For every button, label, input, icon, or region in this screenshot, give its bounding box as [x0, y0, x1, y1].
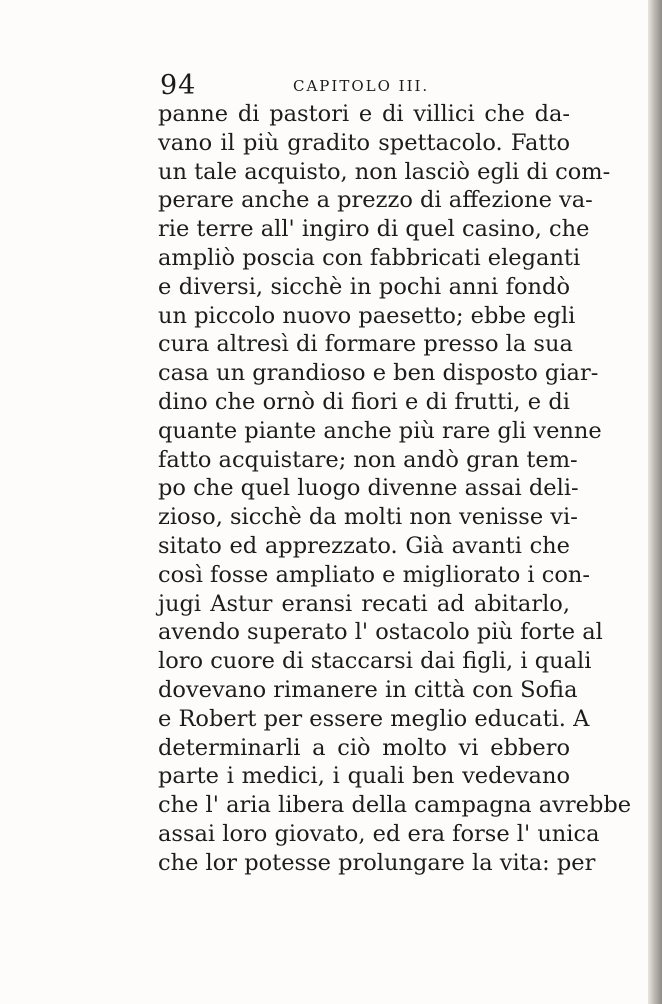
text-line: che lor potesse prolungare la vita: per: [158, 849, 596, 876]
text-line: cura altresì di formare presso la sua: [158, 331, 573, 358]
text-line: jugi Astur eransi recati ad abitarlo,: [158, 590, 570, 617]
text-line: dino che ornò di fiori e di frutti, e di: [158, 388, 570, 415]
text-line: panne di pastori e di villici che da-: [158, 101, 570, 127]
text-line: dovevano rimanere in città con Sofia: [158, 676, 578, 703]
text-line: po che quel luogo divenne assai deli-: [158, 475, 579, 502]
text-line: così fosse ampliato e migliorato i con-: [158, 561, 591, 588]
text-line: quante piante anche più rare gli venne: [158, 417, 602, 444]
text-line: e Robert per essere meglio educati. A: [158, 705, 590, 732]
text-line: determinarli a ciò molto vi ebbero: [158, 734, 570, 761]
text-line: un piccolo nuovo paesetto; ebbe egli: [158, 302, 576, 329]
text-line: casa un grandioso e ben disposto giar-: [158, 360, 599, 387]
running-head: CAPITOLO III.: [293, 77, 430, 95]
page-header: [160, 68, 570, 104]
text-line: rie terre all' ingiro di quel casino, che: [158, 216, 590, 243]
text-line: vano il più gradito spettacolo. Fatto: [158, 129, 570, 156]
text-line: perare anche a prezzo di affezione va-: [158, 187, 593, 214]
text-line: sitato ed apprezzato. Già avanti che: [158, 532, 570, 559]
text-line: un tale acquisto, non lasciò egli di com-: [158, 158, 611, 185]
text-line: loro cuore di staccarsi dai figli, i quali: [158, 648, 592, 675]
text-line: che l' aria libera della campagna avrebbe: [158, 792, 632, 819]
text-line: ampliò poscia con fabbricati eleganti: [158, 244, 581, 271]
text-line: fatto acquistare; non andò gran tem-: [158, 446, 578, 473]
text-line: zioso, sicchè da molti non venisse vi-: [158, 504, 578, 531]
page-edge-shadow: [648, 0, 662, 1004]
body-text: [158, 100, 632, 878]
text-line: assai loro giovato, ed era forse l' unica: [158, 820, 600, 847]
text-line: e diversi, sicchè in pochi anni fondò: [158, 273, 570, 300]
text-line: avendo superato l' ostacolo più forte al: [158, 619, 603, 646]
text-line: parte i medici, i quali ben vedevano: [158, 763, 570, 790]
page-number: 94: [160, 70, 197, 101]
